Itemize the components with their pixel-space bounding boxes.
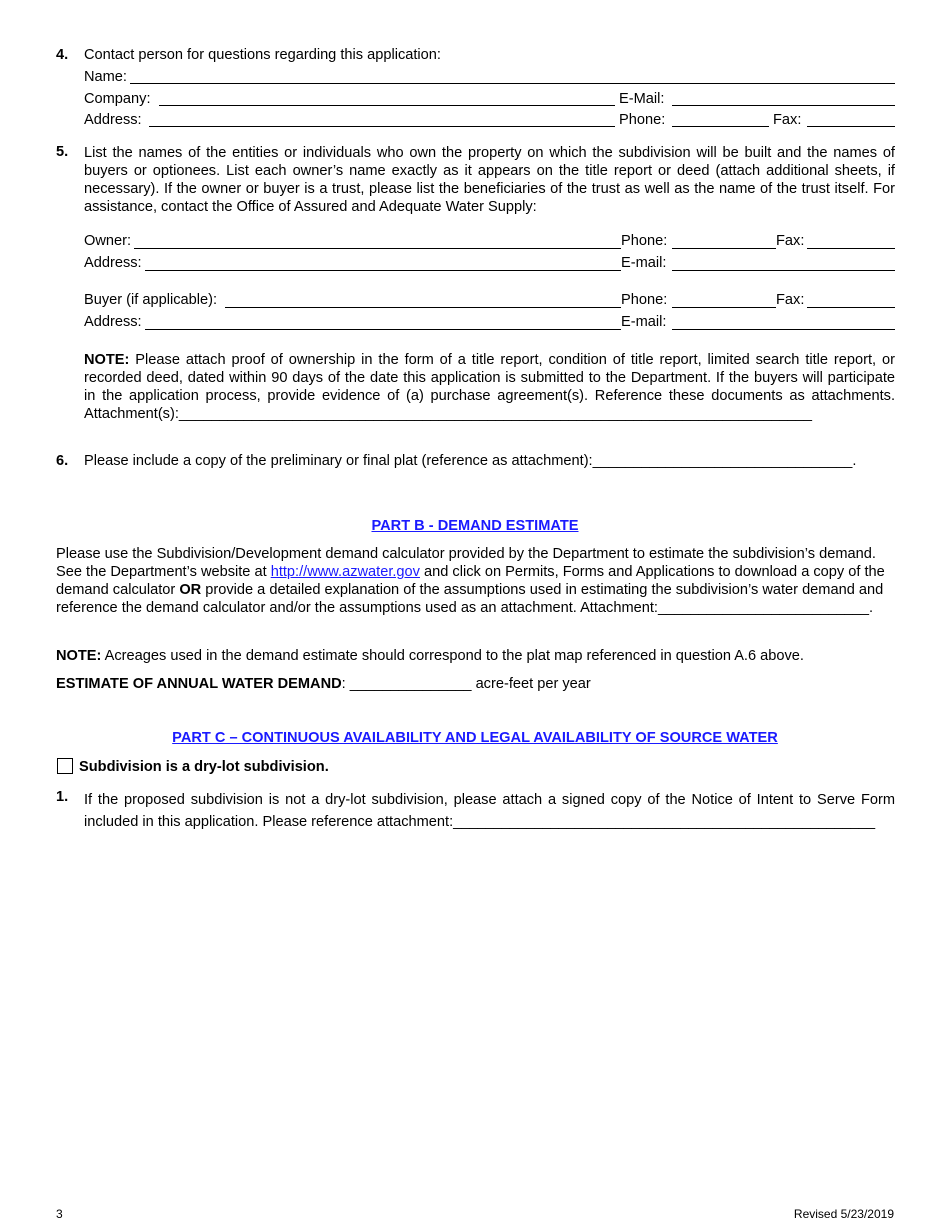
- buyer-address-label: Address:: [84, 314, 142, 330]
- part-c-question-1-text: If the proposed subdivision is not a dry-lot subdivision, please attach a signed copy of the Notice of Intent to Serve Form included in this application. Please reference attachment:____________________________________________________: [84, 792, 895, 830]
- owner-label: Owner:: [84, 233, 132, 249]
- azwater-link[interactable]: http://www.azwater.gov: [270, 564, 420, 580]
- contact-name-label: Name:: [84, 69, 127, 85]
- ownership-note: [84, 351, 895, 423]
- question-6-number: 6.: [56, 453, 69, 469]
- question-6-text: Please include a copy of the preliminary or final plat (reference as attachment):________________________________.: [84, 453, 857, 469]
- contact-company-label: Company:: [84, 91, 151, 107]
- owner-phone-label: Phone:: [621, 233, 668, 249]
- owner-address-label: Address:: [84, 255, 142, 271]
- buyer-phone-label: Phone:: [621, 292, 668, 308]
- revision-date: Revised 5/23/2019: [793, 1207, 894, 1221]
- contact-phone-label: Phone:: [619, 112, 666, 128]
- part-c-heading: PART C – CONTINUOUS AVAILABILITY AND LEGAL AVAILABILITY OF SOURCE WATER: [172, 730, 778, 746]
- part-b-text-3: provide a detailed explanation of the assumptions used in estimating the subdivision’s water demand and reference the demand calculator and/or the assumptions used as an attachment. Attachment:__________________________.: [56, 582, 884, 616]
- acreage-note: [56, 648, 804, 664]
- owner-fax-label: Fax:: [776, 233, 805, 249]
- ownership-note-label: NOTE:: [84, 352, 130, 368]
- owner-address-field[interactable]: [145, 270, 621, 271]
- buyer-label: Buyer (if applicable):: [84, 292, 218, 308]
- part-b-or: OR: [179, 582, 202, 598]
- acreage-note-label: NOTE:: [56, 648, 102, 664]
- contact-fax-field[interactable]: [807, 126, 895, 127]
- contact-company-field[interactable]: [159, 105, 615, 106]
- owner-email-label: E-mail:: [621, 255, 667, 271]
- page-number: 3: [56, 1207, 63, 1221]
- annual-demand-field[interactable]: : _______________ acre-feet per year: [341, 676, 591, 692]
- contact-fax-label: Fax:: [773, 112, 802, 128]
- question-5-text: List the names of the entities or individuals who own the property on which the subdivision will be built and the names of buyers or optionees. List each owner’s name exactly as it appears on the title report or deed (attach additional sheets, if necessary). If the owner or buyer is a trust, please list the beneficiaries of the trust as well as the name of the trust itself. For assistance, contact the Office of Assured and Adequate Water Supply:: [84, 145, 895, 215]
- contact-name-field[interactable]: [130, 83, 895, 84]
- part-c-question-1-number: 1.: [56, 789, 69, 805]
- owner-field[interactable]: [134, 248, 621, 249]
- part-b-heading: PART B - DEMAND ESTIMATE: [371, 518, 579, 534]
- dry-lot-label: Subdivision is a dry-lot subdivision.: [79, 759, 329, 775]
- buyer-fax-label: Fax:: [776, 292, 805, 308]
- buyer-email-label: E-mail:: [621, 314, 667, 330]
- question-4-intro: Contact person for questions regarding this application:: [84, 47, 441, 63]
- question-4-number: 4.: [56, 47, 69, 63]
- contact-email-field[interactable]: [672, 105, 895, 106]
- owner-email-field[interactable]: [672, 270, 895, 271]
- contact-address-field[interactable]: [149, 126, 615, 127]
- ownership-note-text: Please attach proof of ownership in the form of a title report, condition of title report, limited search title report, or recorded deed, dated within 90 days of the date this application is submitted to the Department. If the buyers will participate in the application process, provide evidence of (a) purchase agreement(s). Reference these documents as attachments. Attachment(s):______________________________________________________________________________: [84, 352, 895, 422]
- dry-lot-checkbox[interactable]: [57, 758, 73, 774]
- owner-phone-field[interactable]: [672, 248, 776, 249]
- part-b-instructions: [56, 545, 896, 617]
- contact-address-label: Address:: [84, 112, 142, 128]
- buyer-fax-field[interactable]: [807, 307, 895, 308]
- part-b-text-2: and click on Permits, Forms and Applications to download a copy of the demand calculator: [56, 564, 885, 598]
- part-b-text-1: Please use the Subdivision/Development demand calculator provided by the Department to estimate the subdivision’s demand. See the Department’s website at: [56, 546, 876, 580]
- question-5-number: 5.: [56, 144, 69, 160]
- buyer-field[interactable]: [225, 307, 621, 308]
- contact-email-label: E-Mail:: [619, 91, 665, 107]
- annual-demand-label: ESTIMATE OF ANNUAL WATER DEMAND: [56, 676, 342, 692]
- annual-demand-estimate: [56, 676, 591, 692]
- acreage-note-text: Acreages used in the demand estimate should correspond to the plat map referenced in question A.6 above.: [101, 648, 804, 664]
- buyer-phone-field[interactable]: [672, 307, 776, 308]
- contact-phone-field[interactable]: [672, 126, 769, 127]
- owner-fax-field[interactable]: [807, 248, 895, 249]
- buyer-address-field[interactable]: [145, 329, 621, 330]
- buyer-email-field[interactable]: [672, 329, 895, 330]
